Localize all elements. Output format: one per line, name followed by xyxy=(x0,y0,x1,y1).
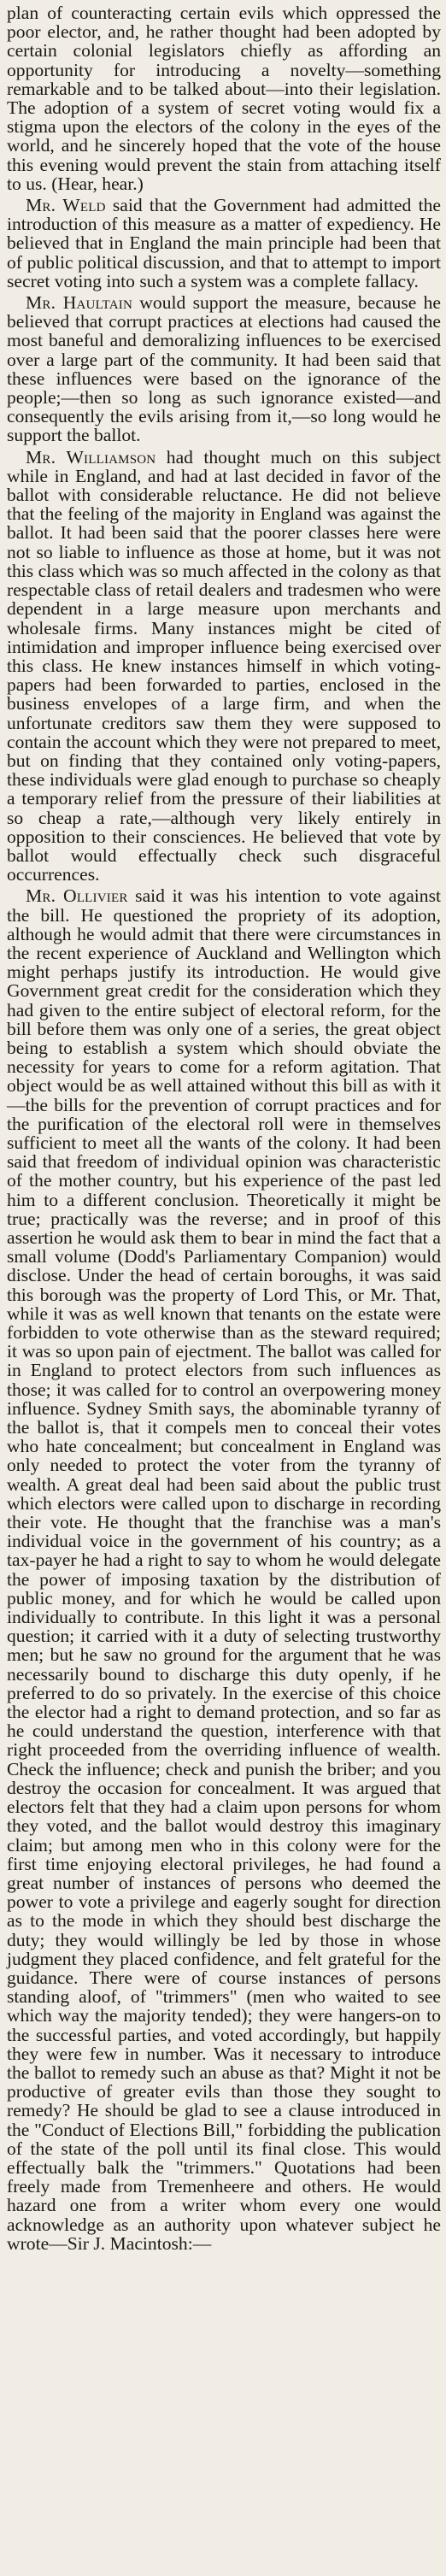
paragraph-opening-text: plan of counteracting certain evils which oppressed the poor elector, and, he rather thought had been adopted by certain colonial legislators chiefly as affording an opportunity for introducing a novelty—something remarkable and to be talked about—into their legislation. The adoption of a system of secret voting would fix a stigma upon the electors of the colony in the eyes of the world, and he sincerely hoped that the vote of the house this evening would prevent the stain from attaching itself to us. (Hear, hear.) xyxy=(7,3,441,194)
paragraph-ollivier xyxy=(7,886,441,2253)
paragraph-haultain xyxy=(7,293,441,445)
paragraph-text: would support the measure, because he believed that corrupt practices at elections had caused the most baneful and demoralizing influences to be exercised over a large part of the community. It had been said that these influences were based on the ignorance of the people;—then so long as such ignorance existed—and consequently the evils arising from it,—so long would he support the ballot. xyxy=(7,292,441,446)
paragraph-weld xyxy=(7,196,441,291)
paragraph-text: had thought much on this subject while in England, and had at last decided in favor of the ballot with considerable reluctance. He did not believe that the feeling of the majority in England was against the ballot. It had been said that the poorer classes here were not so liable to influence as those at home, but it was not this class which was so much affected in the colony as that respectable class of retail dealers and tradesmen who were dependent in a large measure upon merchants and wholesale firms. Many instances might be cited of intimidation and improper influence being exercised over this class. He knew instances himself in which voting-papers had been forwarded to parties, enclosed in the business envelopes of a large firm, and when the unfortunate creditors saw them they were supposed to contain the account which they were not prepared to meet, but on finding that they contained only voting-papers, these individuals were glad enough to purchase so cheaply a temporary relief from the pressure of their liabilities at so cheap a rate,—although very likely entirely in opposition to their consciences. He believed that vote by ballot would effectually check such disgraceful occurrences. xyxy=(7,446,441,885)
paragraph-opening xyxy=(7,3,441,193)
speaker-name: Mr. Williamson xyxy=(26,446,156,468)
speaker-name: Mr. Haultain xyxy=(26,292,132,314)
speaker-name: Mr. Ollivier xyxy=(26,885,128,907)
paragraph-williamson xyxy=(7,448,441,885)
paragraph-text: said that the Government had admitted the introduction of this measure as a matter of expediency. He believed that in England the main principle had been that of public political discussion, and that to attempt to import secret voting into such a system was a complete fallacy. xyxy=(7,195,441,291)
speaker-name: Mr. Weld xyxy=(26,195,106,216)
paragraph-text: said it was his intention to vote against the bill. He questioned the propriety of its adoption, although he would admit that there were circumstances in the recent experience of Auckland and Wellington which might perhaps justify its introduction. He would give Government great credit for the consideration which they had given to the entire subject of electoral reform, for the bill before them was only one of a series, the great object being to establish a system which should obviate the necessity for years to come for a reform agitation. That object would be as well attained without this bill as with it—the bills for the prevention of corrupt practices and for the purification of the electoral roll were in themselves sufficient to meet all the wants of the colony. It had been said that freedom of individual opinion was characteristic of the mother country, but his experience of the past led him to a different conclusion. Theoretically it might be true; practically was the reverse; and in proof of this assertion he would ask them to bear in mind the fact that a small volume (Dodd's Parliamentary Companion) would disclose. Under the head of certain boroughs, it was said this borough was the property of Lord This, or Mr. That, while it was as well known that tenants on the estate were forbidden to vote otherwise than as the steward required; it was so upon pain of ejectment. The ballot was called for in England to protect electors from such influences as those; it was called for to control an overpowering money influence. Sydney Smith says, the abominable tyranny of the ballot is, that it compels men to conceal their votes who hate concealment; but concealment in England was only needed to protect the voter from the tyranny of wealth. A great deal had been said about the public trust which electors were called upon to discharge in recording their vote. He thought that the franchise was a man's individual voice in the government of his country; as a tax-payer he had a right to say to whom he would delegate the power of imposing taxation by the distribution of public money, and for which he would be called upon individually to contribute. In this light it was a personal question; it carried with it a duty of selecting trustworthy men; but he saw no ground for the argument that he was necessarily bound to discharge this duty openly, if he preferred to do so privately. In the exercise of this choice the elector had a right to demand protection, and so far as he could understand the question, interference with that right proceeded from the overriding influence of wealth. Check the influence; check and punish the briber; and you destroy the occasion for concealment. It was argued that electors felt that they had a claim upon persons for whom they voted, and the ballot would destroy this imaginary claim; but among men who in this colony were for the first time enjoying electoral privileges, he had found a great number of instances of persons who deemed the power to vote a privilege and eagerly sought for direction as to the mode in which they should best discharge the duty; they would willingly be led by those in whose judgment they placed confidence, and felt grateful for the guidance. There were of course instances of persons standing aloof, of "trimmers" (men who waited to see which way the majority tended); they were hangers-on to the successful parties, and voted accordingly, but happily they were few in number. Was it necessary to introduce the ballot to remedy such an abuse as that? Might it not be productive of greater evils than those they sought to remedy? He should be glad to see a clause introduced in the "Conduct of Elections Bill," forbidding the publication of the state of the poll until its final close. This would effectually balk the "trimmers." Quotations had been freely made from Tremenheere and others. He would hazard one from a writer whom every one would acknowledge as an authority upon whatever subject he wrote—Sir J. Macintosh:— xyxy=(7,885,442,2254)
